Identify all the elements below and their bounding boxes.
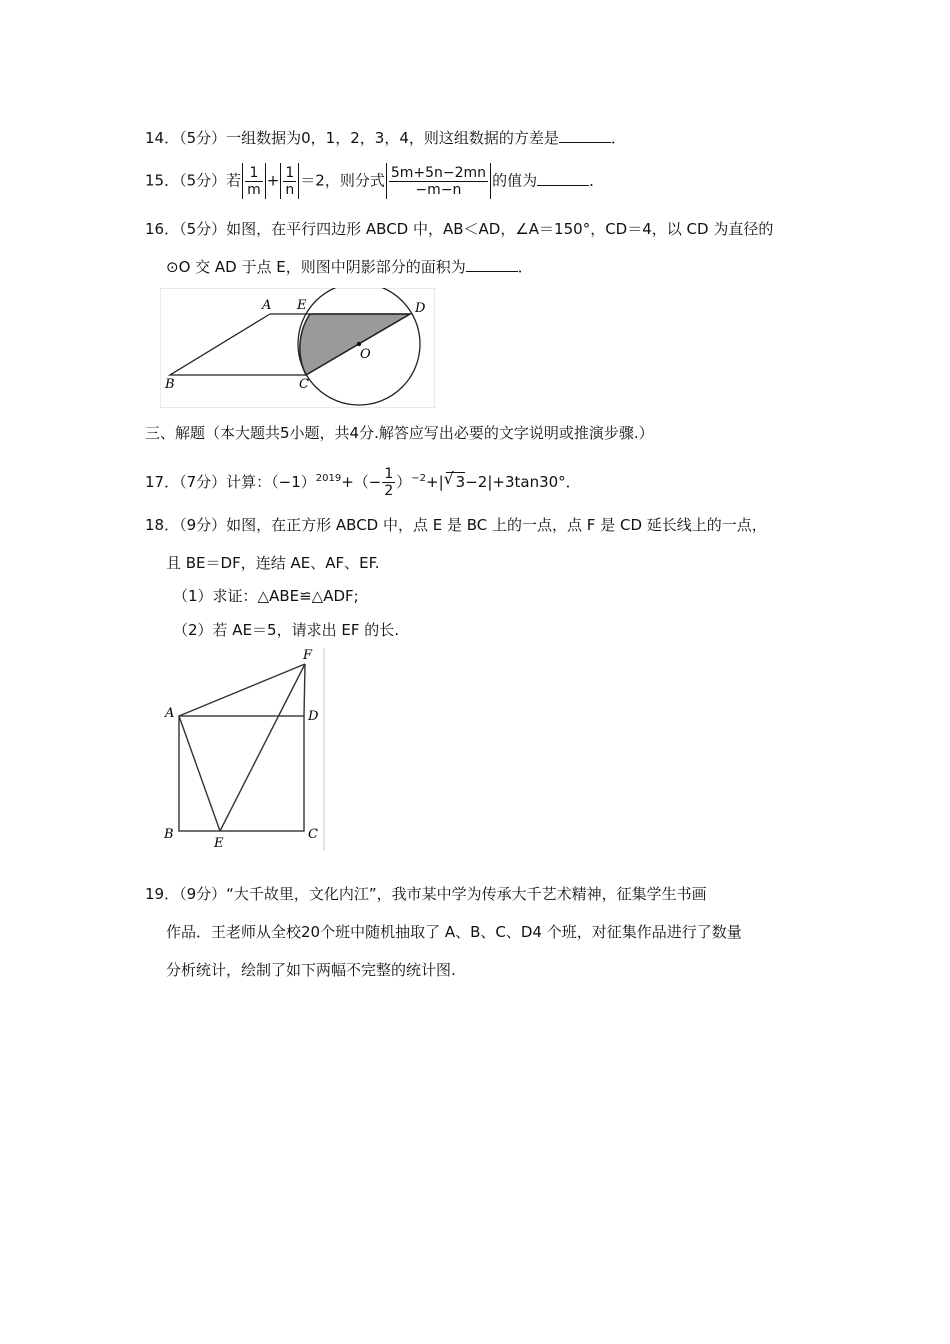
- label-C: C: [299, 377, 309, 392]
- fraction-one-half: $\frac{1}{2}$: [384, 466, 394, 499]
- question-18-part1: （1）求证：△ABE≌△ADF;: [173, 587, 359, 605]
- question-14: 14．（5分）一组数据为0，1，2，3，4，则这组数据的方差是 ．: [145, 129, 626, 147]
- label-E: E: [297, 298, 307, 313]
- question-16-line2: ⊙O 交 AD 于点 E，则图中阴影部分的面积为 ．: [166, 258, 533, 276]
- answer-blank: [466, 257, 518, 272]
- label-C: C: [308, 827, 318, 842]
- square-abcd: [179, 716, 304, 831]
- label-A: A: [165, 706, 175, 721]
- label-D: D: [415, 301, 426, 316]
- question-18-part2: （2）若 AE＝5，请求出 EF 的长.: [173, 621, 400, 639]
- question-19-line2: 作品．王老师从全校20个班中随机抽取了 A、B、C、D4 个班，对征集作品进行了数量: [166, 923, 742, 941]
- parallelogram-circle-figure: [160, 288, 435, 408]
- question-17: 17．（7分）计算：$(-1)^{2019}+(-$ $\frac{1}{2}$ ）$^{-2}$+|√ 3−2|+3tan30°．: [145, 466, 581, 499]
- segment-fd: [304, 664, 305, 716]
- fraction-1-over-n: $\frac{1}{n}$: [285, 164, 295, 198]
- label-D: D: [308, 709, 319, 724]
- center-point: [357, 342, 361, 346]
- label-B: B: [165, 377, 175, 392]
- segment-ef: [220, 664, 305, 831]
- segment-ae: [179, 716, 220, 831]
- label-O: O: [360, 347, 371, 362]
- sqrt-3: √ 3: [446, 472, 466, 491]
- answer-blank: [559, 128, 611, 143]
- fraction-1-over-m: $\frac{1}{m}$: [247, 164, 261, 198]
- segment-af: [179, 664, 305, 716]
- fraction-expression: $\frac{5m+5n-2mn}{-m-n}$: [390, 164, 487, 198]
- label-B: B: [164, 827, 174, 842]
- label-A: A: [262, 298, 272, 313]
- question-19-line1: 19．（9分）“大千故里，文化内江”，我市某中学为传承大千艺术精神，征集学生书画: [145, 885, 707, 903]
- answer-blank: [537, 171, 589, 186]
- question-15: 15．（5分）若 $\frac{1}{m}$ + $\frac{1}{n}$ ＝2，则分式 $\frac{5m+5n-2mn}{-m-n}$ 的值为 ．: [145, 164, 605, 198]
- question-18-line1: 18．（9分）如图，在正方形 ABCD 中，点 E 是 BC 上的一点，点 F 是 CD 延长线上的一点，: [145, 516, 767, 534]
- square-figure: [160, 646, 330, 856]
- label-F: F: [303, 648, 313, 663]
- section-3-heading: 三、解题（本大题共5小题，共4分.解答应写出必要的文字说明或推演步骤.）: [145, 424, 654, 442]
- question-18-line2: 且 BE＝DF，连结 AE、AF、EF.: [166, 554, 380, 572]
- question-19-line3: 分析统计，绘制了如下两幅不完整的统计图.: [166, 961, 456, 979]
- label-E: E: [214, 836, 224, 851]
- question-16-line1: 16．（5分）如图，在平行四边形 ABCD 中，AB＜AD，∠A＝150°，CD＝4，以 CD 为直径的: [145, 220, 774, 238]
